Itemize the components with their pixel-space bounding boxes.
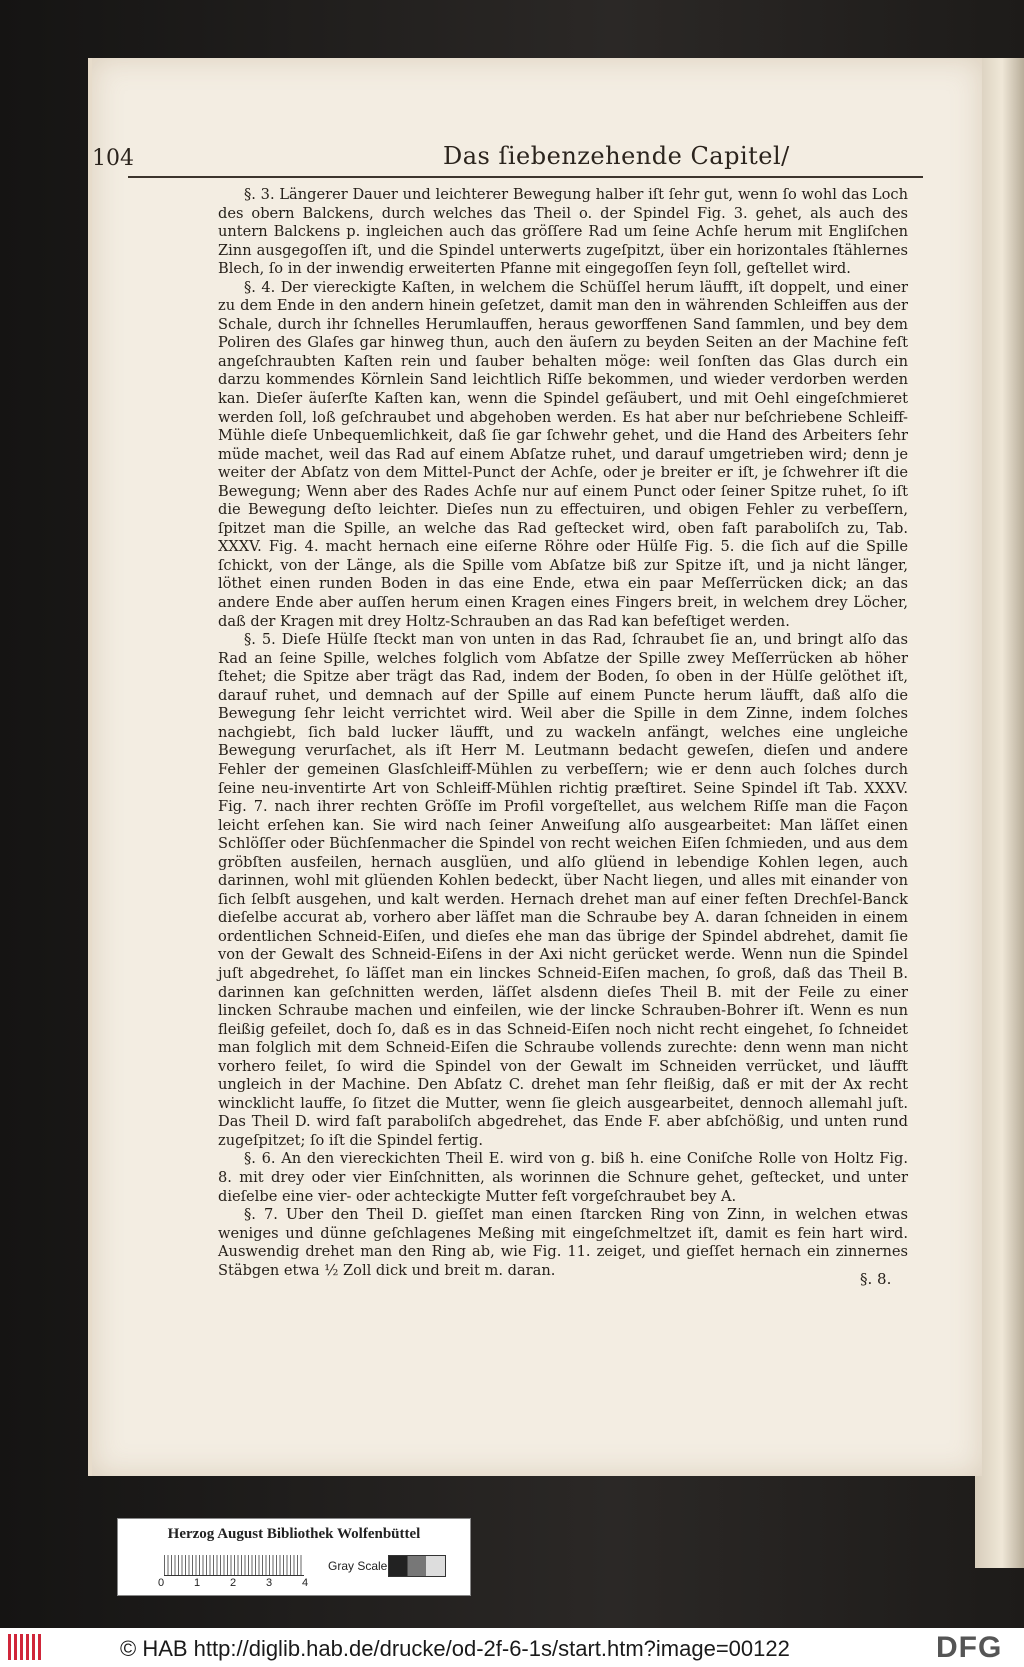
running-title: Das ſiebenzehende Capitel/	[443, 142, 790, 170]
paragraph-7: §. 7. Uber den Theil D. gieſſet man einen ſtarcken Ring von Zinn, in welchen etwas weniges und dünne geſchlagenes Meßing mit eingeſchmeltzet iſt, damit es fein hart wird. Auswendig drehet man den Ring ab, wie Fig. 11. zeiget, und gieſſet hernach ein zinnernes Stäbgen etwa ½ Zoll dick und breit m. daran.	[218, 1206, 908, 1279]
page-number: 104	[92, 146, 134, 171]
ruler-number: 1	[194, 1577, 201, 1589]
facing-page-edge	[975, 58, 1024, 1568]
footer-bar	[0, 1628, 1024, 1667]
body-text	[218, 186, 908, 1280]
ruler-number: 2	[230, 1577, 237, 1589]
gray-scale-swatch	[388, 1555, 446, 1577]
paragraph-5: §. 5. Dieſe Hülſe ſteckt man von unten in das Rad, ſchraubet ſie an, und bringt alſo das Rad an ſeine Spille, welches folglich vom Abſatze der Spille zwey Meſſerrücken ab höher ſtehet; die Spitze aber trägt das Rad, indem der Boden, ſo oben in der Hülſe gelöthet iſt, darauf ruhet, und demnach auf der Spille auf einem Puncte herum läufft, daß alſo die Bewegung ſehr leicht verrichtet wird. Weil aber die Spille in dem Zinne, indem ſolches nachgiebt, ſich bald lucker läufft, und zu wackeln anfängt, welches eine ungleiche Bewegung verurſachet, als iſt Herr M. Leutmann bedacht geweſen, dieſen und andere Fehler der gemeinen Glasſchleiff-Mühlen zu verbeſſern; wie er denn auch ſolches durch ſeine neu-inventirte Art von Schleiff-Mühlen richtig præſtiret. Seine Spindel iſt Tab. XXXV. Fig. 7. nach ihrer rechten Gröſſe im Profil vorgeſtellet, aus welchem Riſſe man die Façon leicht erſehen kan. Sie wird nach ſeiner Anweiſung alſo ausgearbeitet: Man läſſet einen Schlöſſer oder Büchſenmacher die Spindel von recht weichen Eiſen ſchmieden, und aus dem gröbſten ausfeilen, hernach ausglüen, und alſo glüend in lebendige Kohlen legen, auch darinnen, wohl mit glüenden Kohlen bedeckt, über Nacht liegen, und alles mit einander von ſich ſelbſt ausgehen, und kalt werden. Hernach drehet man auf einer feſten Drechſel-Banck dieſelbe accurat ab, vorhero aber läſſet man die Schraube bey A. daran ſchneiden in einem ordentlichen Schneid-Eiſen, und dieſes ehe man das übrige der Spindel abdrehet, damit ſie von der Gewalt des Schneid-Eiſens in der Axi nicht gerücket werde. Wenn nun die Spindel juſt abgedrehet, ſo läſſet man ein linckes Schneid-Eiſen machen, ſo groß, daß das Theil B. darinnen kan geſchnitten werden, läſſet alsdenn dieſes Theil B. mit der Feile zu einer lincken Schraube machen und einfeilen, wie der lincke Schrauben-Bohrer iſt. Wenn es nun fleißig gefeilet, doch ſo, daß es in das Schneid-Eiſen noch nicht recht eingehet, ſo ſchneidet man folglich mit dem Schneid-Eiſen die Schraube vollends zurechte: denn wenn man nicht vorhero feilet, ſo wird die Spindel von der Gewalt im Schneiden verrücket, und läufft ungleich in der Machine. Den Abſatz C. drehet man ſehr fleißig, daß er mit der Ax recht wincklicht lauffe, ſo ſitzet die Mutter, wenn ſie gleich ausgearbeitet, dennoch allemahl juſt. Das Theil D. wird faſt paraboliſch abgedrehet, das Ende F. aber abſchößig, und unten rund zugeſpitzet; ſo iſt die Spindel fertig.	[218, 631, 908, 1149]
catchword: §. 8.	[860, 1270, 892, 1288]
source-url-link[interactable]: © HAB http://diglib.hab.de/drucke/od-2f-6-1s/start.htm?image=00122	[120, 1636, 790, 1661]
color-reference-bar	[117, 1518, 471, 1596]
paragraph-4: §. 4. Der viereckigte Kaſten, in welchem die Schüſſel herum läufft, iſt doppelt, und einer zu dem Ende in den andern hinein geſetzet, damit man den in währenden Schleiffen aus der Schale, durch ihr ſchnelles Herumlauffen, heraus geworffenen Sand ſammlen, und bey dem Poliren des Glaſes gar hinweg thun, auch den äuſern zu beyden Seiten an der Machine feſt angeſchraubten Kaſten rein und ſauber behalten möge: weil ſonſten das Glas durch ein darzu kommendes Körnlein Sand leichtlich Riſſe bekommen, und wieder verdorben werden kan. Dieſer äuſerſte Kaſten kan, wenn die Spindel geſäubert, und mit Oehl eingeſchmieret werden ſoll, loß geſchraubet und abgehoben werden. Es hat aber nur beſchriebene Schleiff-Mühle dieſe Unbequemlichkeit, daß ſie gar ſchwehr gehet, und die Hand des Arbeiters ſehr müde machet, weil das Rad auf einem Abſatze ruhet, und darauf umgetrieben wird; denn je weiter der Abſatz von dem Mittel-Punct der Achſe, oder je breiter er iſt, je ſchwehrer iſt die Bewegung; Wenn aber des Rades Achſe nur auf einem Punct oder ſeiner Spitze ruhet, ſo iſt die Bewegung deſto leichter. Dieſes nun zu effectuiren, und obigen Fehler zu verbeſſern, ſpitzet man die Spille, an welche das Rad geſtecket wird, oben faſt paraboliſch zu, Tab. XXXV. Fig. 4. macht hernach eine eiſerne Röhre oder Hülſe Fig. 5. die ſich auf die Spille ſchickt, von der Länge, als die Spille vom Abſatze biß zur Spitze iſt, und ja nicht länger, löthet einen runden Boden in das eine Ende, etwa ein paar Meſſerrücken dick; an das andere Ende aber auſſen herum einen Kragen eines Fingers breit, in welchem drey Löcher, daß der Kragen mit drey Holtz-Schrauben an das Rad kan befeſtiget werden.	[218, 278, 908, 630]
ruler-number: 0	[158, 1577, 165, 1589]
gray-scale-label: Gray Scale	[328, 1559, 388, 1573]
ruler-scale	[164, 1555, 304, 1576]
library-name: Herzog August Bibliothek Wolfenbüttel	[167, 1526, 421, 1542]
hab-logo-icon	[8, 1634, 44, 1660]
ruler-number: 4	[302, 1577, 309, 1589]
ruler-numbers	[158, 1577, 328, 1591]
paragraph-6: §. 6. An den viereckichten Theil E. wird von g. biß h. eine Coniſche Rolle von Holtz Fig. 8. mit drey oder vier Einſchnitten, als worinnen die Schnure gehet, geſtecket, und unter dieſelbe eine vier- oder achteckigte Mutter feſt vorgeſchraubet bey A.	[218, 1150, 908, 1205]
dfg-logo: DFG	[936, 1631, 1003, 1664]
ruler-number: 3	[266, 1577, 273, 1589]
paragraph-3: §. 3. Längerer Dauer und leichterer Bewegung halber iſt ſehr gut, wenn ſo wohl das Loch des obern Balckens, durch welches das Theil o. der Spindel Fig. 3. gehet, als auch des untern Balckens p. ingleichen auch das gröſſere Rad um ſeine Achſe herum mit Engliſchen Zinn ausgegoſſen iſt, und die Spindel unterwerts zugeſpitzt, über ein horizontales ſtählernes Blech, ſo in der inwendig erweiterten Pfanne mit eingegoſſen ſeyn ſoll, geſtellet wird.	[218, 186, 908, 278]
